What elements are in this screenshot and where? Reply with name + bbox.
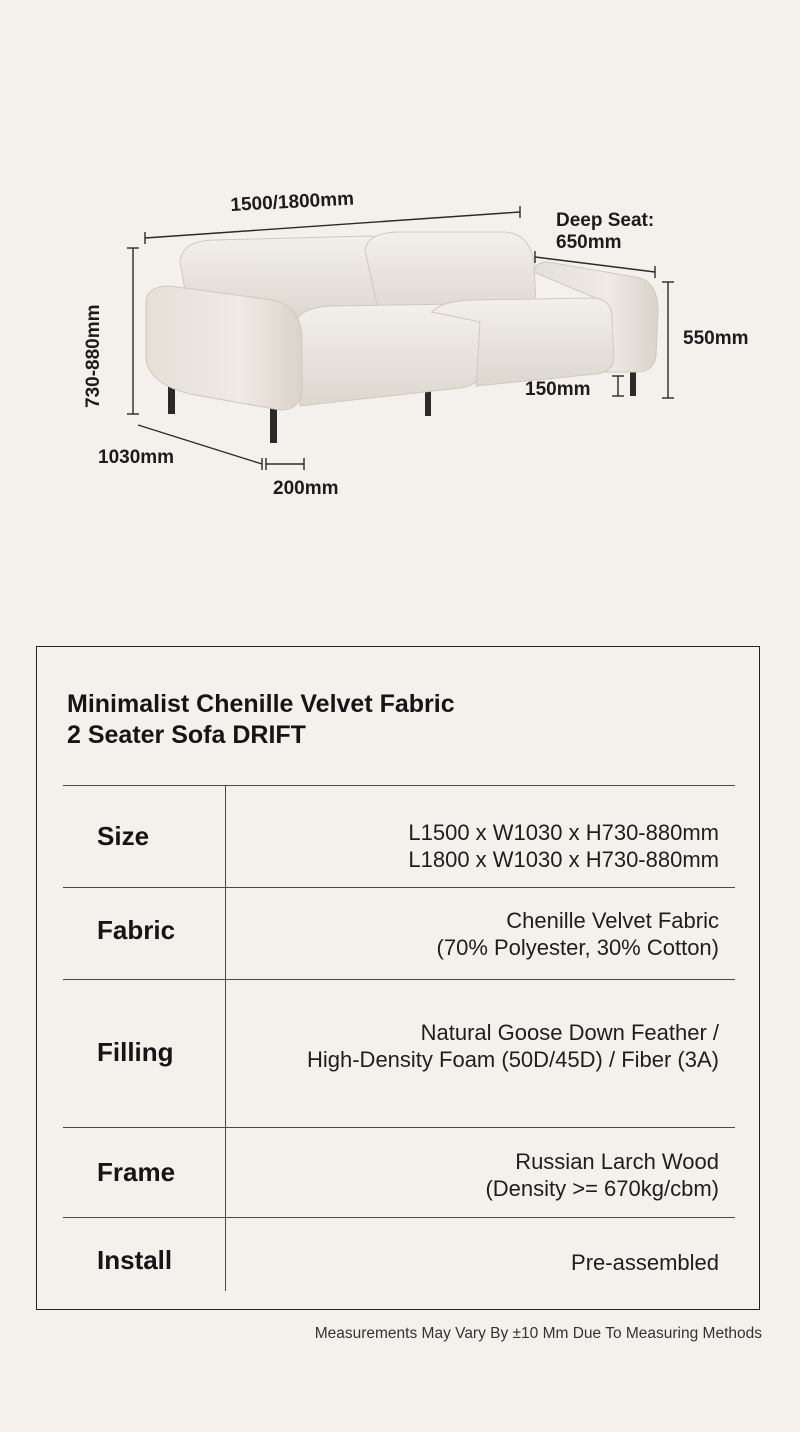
product-title-line2: 2 Seater Sofa DRIFT [67, 721, 306, 749]
seat-height-dimension-label: 550mm [683, 328, 749, 349]
sofa-illustration [0, 0, 800, 520]
spec-value-fabric [437, 907, 719, 961]
row-divider [63, 1127, 735, 1128]
spec-value-line: Chenille Velvet Fabric [506, 908, 719, 933]
measurement-footnote: Measurements May Vary By ±10 Mm Due To Measuring Methods [314, 1325, 762, 1342]
spec-value-line: Russian Larch Wood [515, 1149, 719, 1174]
deep-seat-dimension-label: 650mm [556, 232, 622, 253]
spec-value-line: Pre-assembled [571, 1250, 719, 1275]
spec-label-frame: Frame [97, 1157, 176, 1187]
column-divider [225, 785, 226, 1291]
spec-table [36, 646, 760, 1310]
spec-value-line: (70% Polyester, 30% Cotton) [436, 935, 719, 960]
spec-value-line: Natural Goose Down Feather / [420, 1020, 719, 1045]
spec-value-install [571, 1249, 719, 1276]
spec-label-install: Install [97, 1245, 173, 1275]
product-title [67, 689, 455, 751]
spec-value-line: L1500 x W1030 x H730-880mm [408, 820, 719, 845]
deep-seat-label: Deep Seat: [556, 210, 655, 231]
product-title-line1: Minimalist Chenille Velvet Fabric [67, 690, 455, 718]
spec-value-line: (Density >= 670kg/cbm) [485, 1176, 719, 1201]
spec-label-fabric: Fabric [97, 915, 176, 945]
row-divider [63, 979, 735, 980]
height-dimension-label: 730-880mm [83, 304, 104, 408]
row-divider [63, 1217, 735, 1218]
row-divider [63, 785, 735, 786]
spec-value-frame [485, 1148, 719, 1202]
spec-value-line: High-Density Foam (50D/45D) / Fiber (3A) [306, 1047, 719, 1072]
length-dimension-label: 1500/1800mm [229, 188, 355, 216]
spec-value-filling [307, 1019, 719, 1073]
spec-value-line: L1800 x W1030 x H730-880mm [408, 847, 719, 872]
dimension-diagram [0, 0, 800, 520]
row-divider [63, 887, 735, 888]
arm-width-dimension-label: 200mm [273, 478, 339, 499]
spec-label-size: Size [97, 821, 150, 851]
leg-height-dimension-label: 150mm [525, 379, 591, 400]
depth-dimension-label: 1030mm [98, 447, 175, 468]
spec-label-filling: Filling [97, 1037, 174, 1067]
spec-value-size [408, 819, 719, 873]
